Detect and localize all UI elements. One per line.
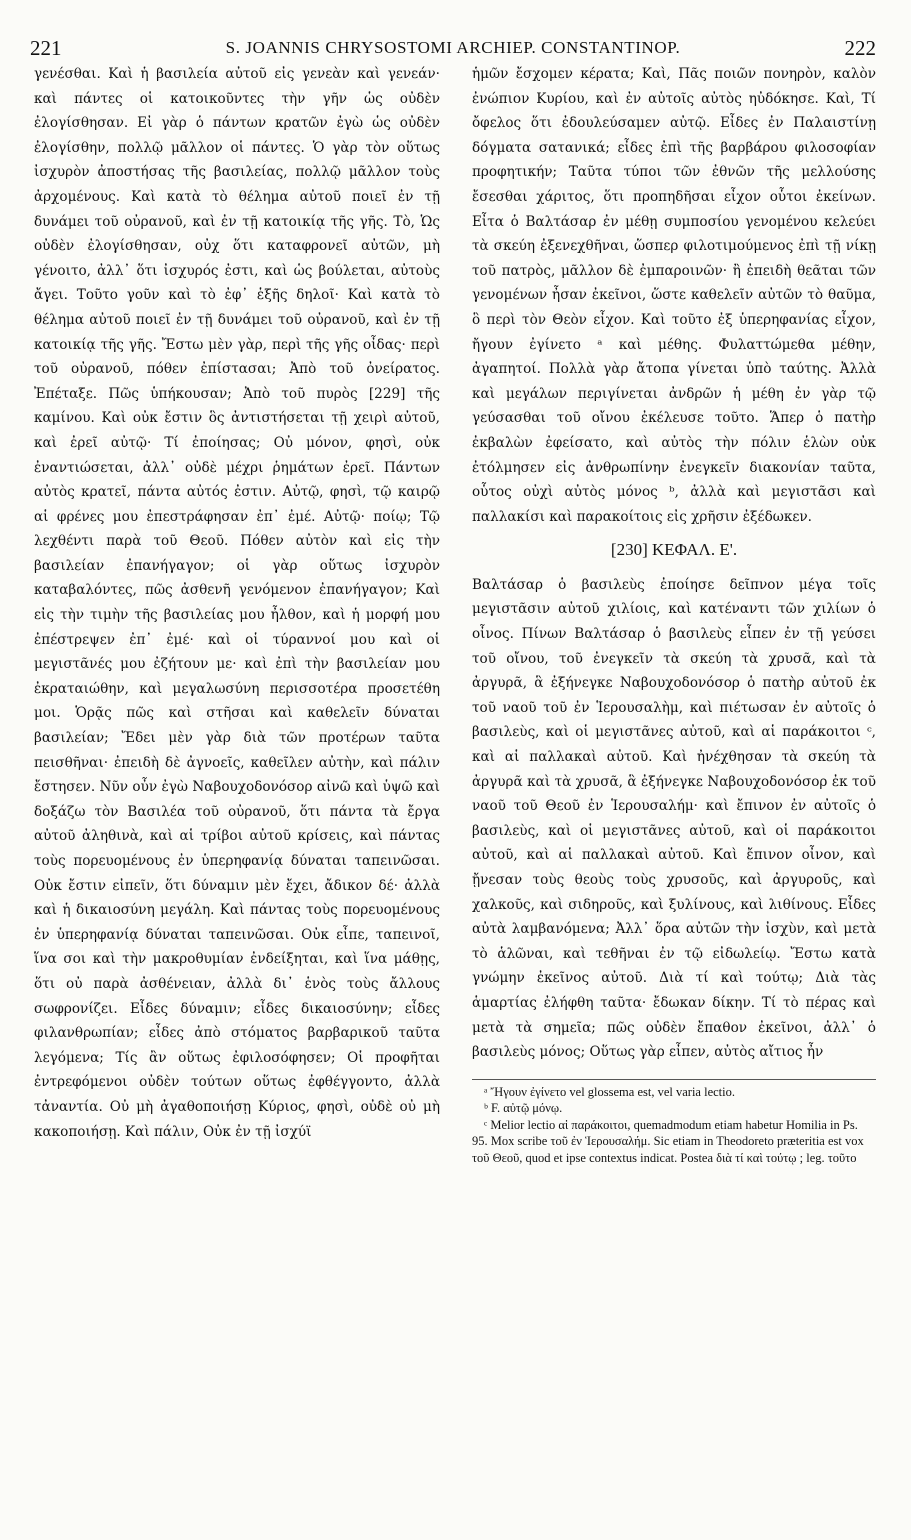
chapter-heading: [230] ΚΕΦΑΛ. Ε'. — [610, 540, 738, 560]
footnote-c: ᶜ Melior lectio αἱ παράκοιτοι, quemadmodum etiam habetur Homilia in Ps. 95. Mox scribe τοῦ ἐν Ἱερουσαλήμ. Sic etiam in Theodoreto præteritia est vox τοῦ Θεοῦ, quod et ipse contextus indicat. Postea διὰ τί καὶ τούτῳ ; leg. τοῦτο — [472, 1117, 864, 1165]
footnote-b: ᵇ F. αὐτῷ μόνῳ. — [484, 1101, 563, 1116]
page-number-left: 221 — [30, 36, 62, 60]
left-column — [34, 62, 440, 1532]
page-header — [30, 36, 876, 62]
right-column-text-top: ἡμῶν ἔσχομεν κέρατα; Καὶ, Πᾶς ποιῶν πονηρὸν, καλὸν ἐνώπιον Κυρίου, καὶ ἐν αὐτοῖς αὐτὸς ηὐδόκησε. Καὶ, Τί ὄφελος ὅτι ἐδουλεύσαμεν αὐτῷ. Εἶδες ἐν Παλαιστίνῃ δόγματα σατανικά; εἶδες ἐπὶ τῆς βαρβάρου φιλοσοφίαν προφητικήν; Ταῦτα τύποι τῶν ἐθνῶν τῆς μελλούσης ἔσεσθαι χάριτος, ὅτι προπηδῆσαι εἶχον οὗτοι ἐκείνων. Εἶτα ὁ Βαλτάσαρ ἐν μέθῃ συμποσίου γενομένου κελεύει τὰ σκεύη ἐξενεχθῆναι, ὥσπερ φιλοτιμούμενος ἐπὶ τῇ νίκῃ τοῦ πατρὸς, μᾶλλον δὲ ἐμπαροινῶν· ἢ ἐπειδὴ θεᾶται τῶν γενομένων ἦσαν ἐκεῖνοι, ὥστε καθελεῖν αὐτῶν τὸ θαῦμα, ὃ περὶ τὸν Θεὸν εἶχον. Καὶ τοῦτο ἐξ ὑπερηφανίας εἶχον, ἤγουν ἐγίνετο ᵃ καὶ μέθης. Φυλαττώμεθα μέθην, ἀγαπητοί. Πολλὰ γὰρ ἄτοπα γίνεται ὑπὸ ταύτης. Ἀλλὰ καὶ μεγάλων περιγίνεται ἀνδρῶν ἡ μέθη ἐν γὰρ τῷ γεύσασθαι τοῦ οἴνου ἐκέλευσε τοῦτο. Ἅπερ ὁ πατὴρ ἐκβαλὼν ἐφείσατο, καὶ αὐτὸς τὴν πόλιν ἑλὼν οὐκ ἐτόλμησεν εἰς ἀνθρωπίνην ἐνεγκεῖν διακονίαν ταῦτα, οὗτος οὐχὶ αὐτὸς μόνος ᵇ, ἀλλὰ καὶ μεγιστᾶσι καὶ παλλακίσι καὶ παρακοίτοις εἰς χρῆσιν ἐξέδωκεν. — [472, 66, 876, 525]
running-title: S. JOANNIS CHRYSOSTOMI ARCHIEP. CONSTANTINOP. — [225, 38, 681, 57]
footnote-a: ᵃ Ἤγουν ἐγίνετο vel glossema est, vel varia lectio. — [484, 1084, 735, 1099]
page-number-right: 222 — [844, 36, 876, 60]
right-column — [472, 62, 876, 1532]
footnotes — [472, 1079, 876, 1167]
left-column-text: γενέσθαι. Καὶ ἡ βασιλεία αὐτοῦ εἰς γενεὰν καὶ γενεάν· καὶ πάντες οἱ κατοικοῦντες τὴν γῆν ὡς οὐδὲν ἐλογίσθησαν. Εἰ γὰρ ὁ πάντων κρατῶν ἐγὼ ὡς οὐδὲν ἐλογίσθην, πολλῷ μᾶλλον οἱ πάντες. Ὁ γὰρ τὸν οὕτως ἰσχυρὸν ἀποστήσας τῆς βασιλείας, πολλῷ μᾶλλον τοὺς ἀρχομένους. Καὶ κατὰ τὸ θέλημα αὐτοῦ ποιεῖ ἐν τῇ δυνάμει τοῦ οὐρανοῦ, καὶ ἐν τῇ κατοικίᾳ τῆς γῆς. Τὸ, Ὡς οὐδὲν ἐλογίσθησαν, οὐχ ὅτι καταφρονεῖ αὐτῶν, μὴ γένοιτο, ἀλλ᾽ ὅτι ἰσχυρός ἐστι, καὶ ὡς βούλεται, αὐτοὺς ἄγει. Τοῦτο γοῦν καὶ τὸ ἐφ᾽ ἑξῆς δηλοῖ· Καὶ κατὰ τὸ θέλημα αὐτοῦ ποιεῖ ἐν τῇ δυνάμει τοῦ οὐρανοῦ, καὶ ἐν τῇ κατοικίᾳ τῆς γῆς. Ἔστω μὲν γὰρ, περὶ τῆς γῆς οἶδας· περὶ τοῦ οὐρανοῦ, πόθεν ἐπίστασαι; Ἀπὸ τοῦ ὀνείρατος. Ἐπέταξε. Πῶς ὑπήκουσαν; Ἀπὸ τοῦ πυρὸς [229] τῆς καμίνου. Καὶ οὐκ ἔστιν ὃς ἀντιστήσεται τῇ χειρὶ αὐτοῦ, καὶ ἐρεῖ αὐτῷ· Τί ἐποίησας; Οὐ μόνον, φησὶ, οὐκ ἐναντιώσεται, ἀλλ᾽ οὐδὲ μέχρι ῥημάτων ἐρεῖ. Πάντων αὐτὸς κρατεῖ, πάντα αὐτός ἐστιν. Αὐτῷ, φησὶ, τῷ καιρῷ αἱ φρένες μου ἐπεστράφησαν ἐπ᾽ ἐμέ. Αὐτῷ· ποίῳ; Τῷ λεχθέντι παρὰ τοῦ Θεοῦ. Πόθεν αὐτὸν καὶ εἰς τὴν βασιλείαν ἐπανήγαγον; οἱ γὰρ οὕτως ἰσχυρὸν καταβαλόντες, πῶς ἀσθενῆ γενόμενον ἐπανήγαγον; Καὶ εἰς τὴν τιμὴν τῆς βασιλείας μου ἦλθον, καὶ ἡ μορφή μου ἐπέστρεψεν ἐπ᾽ ἐμέ· καὶ οἱ τύραννοί μου καὶ οἱ μεγιστᾶνές μου ἐζήτουν με· καὶ ἐπὶ τὴν βασιλείαν μου ἐκραταιώθην, καὶ μεγαλωσύνη περισσοτέρα προσετέθη μοι. Ὁρᾷς πῶς καὶ στῆσαι καὶ καθελεῖν δύναται βασιλείαν; Ἔδει μὲν γὰρ διὰ τῶν προτέρων ταῦτα πεισθῆναι· ἐπειδὴ δὲ ἀγνοεῖς, καθεῖλεν αὐτὴν, καὶ πάλιν ἔστησεν. Νῦν οὖν ἐγὼ Ναβουχοδονόσορ αἰνῶ καὶ ὑψῶ καὶ δοξάζω τὸν Βασιλέα τοῦ οὐρανοῦ, ὅτι πάντα τὰ ἔργα αὐτοῦ ἀληθινὰ, καὶ αἱ τρίβοι αὐτοῦ κρίσεις, καὶ πάντας τοὺς πορευομένους ἐν ὑπερηφανίᾳ δύναται ταπεινῶσαι. Οὐκ ἔστιν εἰπεῖν, ὅτι δύναμιν μὲν ἔχει, ἄδικον δέ· ἀλλὰ καὶ ἡ δικαιοσύνη μεγάλη. Καὶ πάντας τοὺς πορευομένους ἐν ὑπερηφανίᾳ δύναται ταπεινῶσαι. Οὐκ εἶπε, ταπεινοῖ, ἵνα σοι καὶ τὴν μακροθυμίαν ἐνδείξηται, καὶ ἵνα μάθῃς, ὅτι οὐ παρὰ ἀσθένειαν, ἀλλὰ δι᾽ ἑνὸς τοὺς ἄλλους σωφρονίζει. Εἶδες δύναμιν; εἶδες δικαιοσύνην; εἶδες φιλανθρωπίαν; εἶδες ἀπὸ στόματος βαρβαρικοῦ ταῦτα λεγόμενα; Τίς ἂν οὕτως ἐφιλοσόφησεν; Οἱ προφῆται ἐντρεφόμενοι οὐδὲν τούτων οὕτως ἐφθέγγοντο, ἀλλὰ τἀναντία. Οὐ μὴ ἀγαθοποιήσῃ Κύριος, φησὶ, οὐδὲ οὐ μὴ κακοποιήσῃ. Καὶ πάλιν, Οὐκ ἐν τῇ ἰσχύϊ — [34, 66, 440, 1140]
right-column-text-bottom: Βαλτάσαρ ὁ βασιλεὺς ἐποίησε δεῖπνον μέγα τοῖς μεγιστᾶσιν αὐτοῦ χιλίοις, καὶ κατέναντι τῶν χιλίων ὁ οἶνος. Πίνων Βαλτάσαρ ὁ βασιλεὺς εἶπεν ἐν τῇ γεύσει τοῦ οἴνου, τοῦ ἐνεγκεῖν τὰ σκεύη τὰ χρυσᾶ, καὶ τὰ ἀργυρᾶ, ἃ ἐξήνεγκε Ναβουχοδονόσορ ὁ πατὴρ αὐτοῦ ἐκ τοῦ ναοῦ τοῦ ἐν Ἱερουσαλὴμ, καὶ πιέτωσαν ἐν αὐτοῖς ὁ βασιλεὺς, καὶ οἱ μεγιστᾶνες αὐτοῦ, καὶ αἱ παράκοιτοι ᶜ, καὶ αἱ παλλακαὶ αὐτοῦ. Καὶ ἠνέχθησαν τὰ σκεύη τὰ ἀργυρᾶ καὶ τὰ χρυσᾶ, ἃ ἐξήνεγκε Ναβουχοδονόσορ ἐκ τοῦ ναοῦ τοῦ Θεοῦ ἐν Ἱερουσαλήμ· καὶ ἔπινον ἐν αὐτοῖς ὁ βασιλεὺς, καὶ οἱ μεγιστᾶνες αὐτοῦ, καὶ οἱ παράκοιτοι αὐτοῦ, καὶ αἱ παλλακαὶ αὐτοῦ. Καὶ ἔπινον οἶνον, καὶ ᾔνεσαν τοὺς θεοὺς τοὺς χρυσοῦς, καὶ ἀργυροῦς, καὶ χαλκοῦς, καὶ σιδηροῦς, καὶ ξυλίνους, καὶ λιθίνους. Εἶδες αὐτὰ λαμβανόμενα; Ἀλλ᾽ ὅρα αὐτῶν τὴν ἰσχὺν, καὶ μετὰ τὸ ἁλῶναι, καὶ τεθῆναι ἐν τῷ εἰδωλείῳ. Ἔστω κατὰ γνώμην ἐκεῖνος αὐτοῦ. Διὰ τί καὶ τούτῳ; Διὰ τὰς ἁμαρτίας ἐλήφθη ταῦτα· ἔδωκαν δίκην. Τί τὸ πέρας καὶ μετὰ τὰ σημεῖα; πῶς οὐδὲν ἔπαθον ἐκεῖνοι, ἀλλ᾽ ὁ βασιλεὺς μόνος; Οὕτως γὰρ εἶπεν, αὐτὸς αἴτιος ἦν — [472, 576, 876, 1061]
